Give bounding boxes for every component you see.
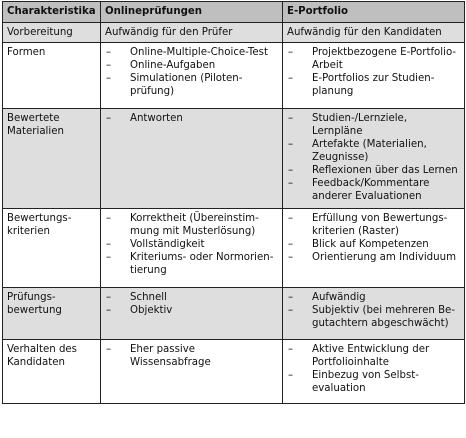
bullet-list (105, 291, 278, 317)
table-row (3, 340, 465, 404)
cell-online (101, 288, 283, 340)
cell-text: Aufwändig für den Kandidaten (287, 27, 442, 38)
list-item: – Objektiv (105, 304, 278, 317)
bullet-list (105, 212, 278, 277)
bullet-list (105, 343, 278, 369)
bullet-list (287, 46, 460, 98)
list-item: – Antworten (105, 112, 278, 125)
table-row (3, 288, 465, 340)
bullet-list (287, 291, 460, 330)
table-row (3, 109, 465, 209)
row-label: Formen (3, 43, 101, 109)
header-charakteristika: Charakteristika (3, 2, 101, 23)
row-label: Prüfungs- bewertung (3, 288, 101, 340)
list-item: – Simulationen (Piloten- prüfung) (105, 72, 278, 98)
cell-portfolio (283, 109, 465, 209)
cell-online (101, 109, 283, 209)
list-item: – Blick auf Kompetenzen (287, 238, 460, 251)
row-label: Bewertete Materialien (3, 109, 101, 209)
cell-online (101, 209, 283, 288)
bullet-list (287, 343, 460, 395)
list-item: – E-Portfolios zur Studien- planung (287, 72, 460, 98)
row-label: Verhalten des Kandidaten (3, 340, 101, 404)
bullet-list (105, 112, 278, 125)
list-item: – Korrektheit (Übereinstim- mung mit Musterlösung) (105, 212, 278, 238)
cell-portfolio (283, 23, 465, 43)
bullet-list (105, 46, 278, 98)
list-item: – Online-Multiple-Choice-Test (105, 46, 278, 59)
cell-portfolio (283, 288, 465, 340)
list-item: – Orientierung am Individuum (287, 251, 460, 264)
list-item: – Projektbezogene E-Portfolio- Arbeit (287, 46, 460, 72)
list-item: – Subjektiv (bei mehreren Be- gutachtern abgeschwächt) (287, 304, 460, 330)
cell-portfolio (283, 43, 465, 109)
table-row (3, 43, 465, 109)
bullet-list (287, 212, 460, 264)
comparison-table (2, 1, 465, 404)
cell-portfolio (283, 209, 465, 288)
table-body (3, 23, 465, 404)
list-item: – Online-Aufgaben (105, 59, 278, 72)
list-item: – Schnell (105, 291, 278, 304)
list-item: – Aufwändig (287, 291, 460, 304)
cell-online (101, 43, 283, 109)
list-item: – Erfüllung von Bewertungs- kriterien (Raster) (287, 212, 460, 238)
header-eportfolio: E-Portfolio (283, 2, 465, 23)
header-row (3, 2, 465, 23)
table-row (3, 23, 465, 43)
list-item: – Feedback/Kommentare anderer Evaluationen (287, 177, 460, 203)
list-item: – Aktive Entwicklung der Portfolioinhalte (287, 343, 460, 369)
table-row (3, 209, 465, 288)
cell-online (101, 23, 283, 43)
bullet-list (287, 112, 460, 203)
list-item: – Artefakte (Materialien, Zeugnisse) (287, 138, 460, 164)
list-item: – Studien-/Lernziele, Lernpläne (287, 112, 460, 138)
cell-text: Aufwändig für den Prüfer (105, 27, 233, 38)
list-item: – Reflexionen über das Lernen (287, 164, 460, 177)
row-label: Bewertungs- kriterien (3, 209, 101, 288)
cell-online (101, 340, 283, 404)
cell-portfolio (283, 340, 465, 404)
list-item: – Eher passive Wissensabfrage (105, 343, 278, 369)
header-onlinepruefungen: Onlineprüfungen (101, 2, 283, 23)
list-item: – Kriteriums- oder Normorien- tierung (105, 251, 278, 277)
row-label: Vorbereitung (3, 23, 101, 43)
list-item: – Vollständigkeit (105, 238, 278, 251)
list-item: – Einbezug von Selbst- evaluation (287, 369, 460, 395)
